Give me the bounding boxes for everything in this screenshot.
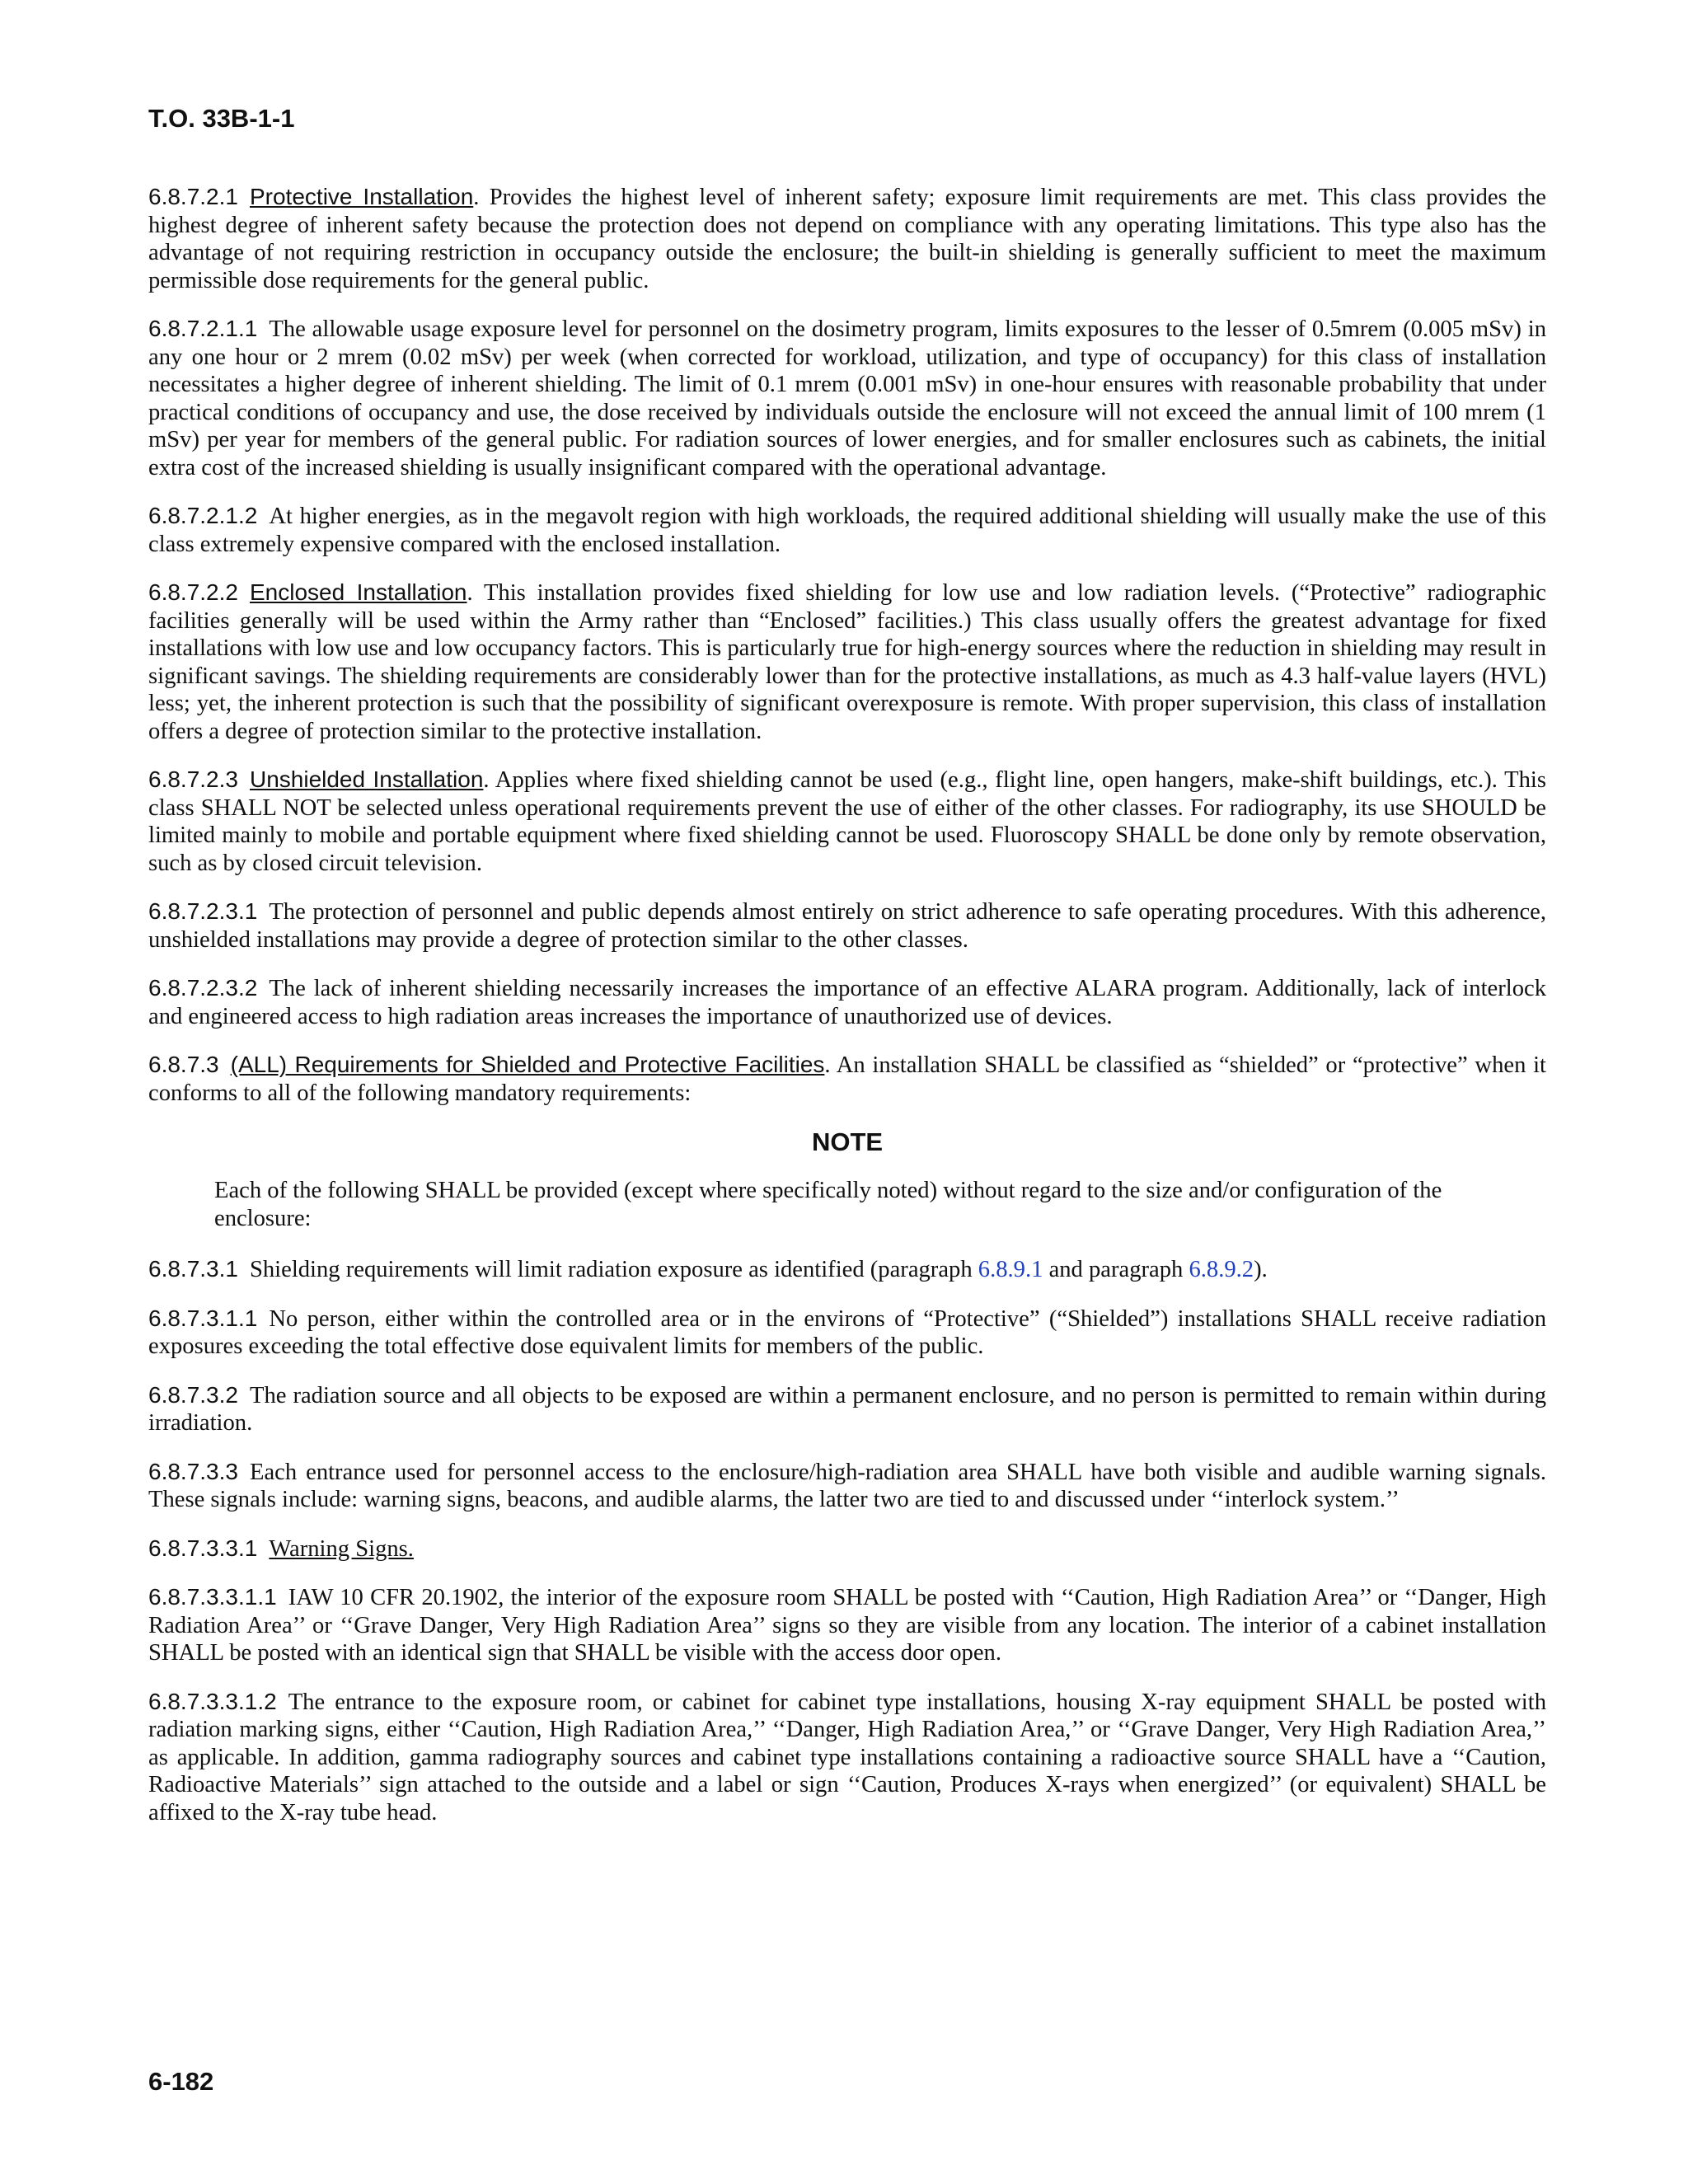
paragraph-heading: (ALL) Requirements for Shielded and Protective Facilities	[230, 1052, 825, 1077]
paragraph-text: Each entrance used for personnel access to the enclosure/high-radiation area SHALL have both visible and audible warning signals. These signals include: warning signs, beacons, and audible alarms, the latter two are tied to and discussed under ‘‘interlock system.’’	[148, 1459, 1546, 1512]
paragraph-number: 6.8.7.2.1.1	[148, 316, 258, 341]
paragraph-heading: Unshielded Installation	[249, 766, 484, 792]
paragraph-heading: Warning Signs.	[269, 1535, 414, 1562]
paragraph-6-8-7-2-1-1	[148, 315, 1546, 481]
paragraph-number: 6.8.7.3	[148, 1052, 219, 1077]
paragraph-text: No person, either within the controlled area or in the environs of “Protective” (“Shielded”) installations SHALL receive radiation exposures exceeding the total effective dose equivalent limits for members of the public.	[148, 1305, 1546, 1359]
paragraph-number: 6.8.7.3.3.1	[148, 1535, 258, 1561]
document-id-header: T.O. 33B-1-1	[148, 104, 295, 133]
paragraph-text: The protection of personnel and public depends almost entirely on strict adherence to safe operating procedures. With this adherence, unshielded installations may provide a degree of protection similar to the other classes.	[148, 899, 1546, 953]
page-number-footer: 6-182	[148, 2067, 214, 2096]
paragraph-heading: Protective Installation	[249, 184, 474, 209]
paragraph-6-8-7-2-1	[148, 183, 1546, 294]
paragraph-6-8-7-3-2	[148, 1381, 1546, 1437]
paragraph-text: Shielding requirements will limit radiation exposure as identified (paragraph	[249, 1257, 978, 1282]
paragraph-link-6-8-9-2[interactable]: 6.8.9.2	[1189, 1257, 1254, 1282]
paragraph-6-8-7-2-3-1	[148, 898, 1546, 954]
paragraph-text: The allowable usage exposure level for personnel on the dosimetry program, limits exposures to the lesser of 0.5mrem (0.005 mSv) in any one hour or 2 mrem (0.02 mSv) per week (when corrected for workload, utilization, and type of occupancy) for this class of installation necessitates a higher degree of inherent shielding. The limit of 0.1 mrem (0.001 mSv) in one-hour ensures with reasonable probability that under practical conditions of occupancy and use, the dose received by individuals outside the enclosure will not exceed the annual limit of 100 mrem (1 mSv) per year for members of the general public. For radiation sources of lower energies, and for smaller enclosures such as cabinets, the initial extra cost of the increased shielding is usually insignificant compared with the operational advantage.	[148, 316, 1546, 480]
paragraph-6-8-7-2-1-2	[148, 502, 1546, 558]
paragraph-6-8-7-3-3	[148, 1458, 1546, 1514]
paragraph-text: The radiation source and all objects to be exposed are within a permanent enclosure, and no person is permitted to remain within during irradiation.	[148, 1382, 1546, 1436]
paragraph-number: 6.8.7.3.1.1	[148, 1305, 258, 1331]
document-body	[148, 183, 1546, 1847]
paragraph-link-6-8-9-1[interactable]: 6.8.9.1	[978, 1257, 1043, 1282]
paragraph-text: . Applies where fixed shielding cannot be used (e.g., flight line, open hangers, make-shift buildings, etc.). This class SHALL NOT be selected unless operational requirements prevent the use of either of the other classes. For radiography, its use SHOULD be limited mainly to mobile and portable equipment where fixed shielding cannot be used. Fluoroscopy SHALL be done only by remote observation, such as by closed circuit television.	[148, 767, 1546, 876]
paragraph-number: 6.8.7.3.3.1.2	[148, 1688, 277, 1714]
note-title: NOTE	[811, 1127, 884, 1156]
paragraph-6-8-7-3-1	[148, 1255, 1546, 1284]
paragraph-number: 6.8.7.2.1.2	[148, 503, 258, 528]
paragraph-text: . Provides the highest level of inherent safety; exposure limit requirements are met. This class provides the highest degree of inherent safety because the protection does not depend on compliance with any operating limitations. This type also has the advantage of not requiring restriction in occupancy outside the enclosure; the built-in shielding is generally sufficient to meet the maximum permissible dose requirements for the general public.	[148, 185, 1546, 293]
paragraph-6-8-7-3-3-1-1	[148, 1583, 1546, 1667]
paragraph-number: 6.8.7.2.3.2	[148, 975, 258, 1001]
paragraph-6-8-7-3-3-1-2	[148, 1688, 1546, 1827]
paragraph-number: 6.8.7.3.1	[148, 1256, 238, 1282]
paragraph-text: IAW 10 CFR 20.1902, the interior of the exposure room SHALL be posted with ‘‘Caution, High Radiation Area’’ or ‘‘Danger, High Radiation Area’’ or ‘‘Grave Danger, Very High Radiation Area’’ signs so they are visible from any location. The interior of a cabinet installation SHALL be posted with an identical sign that SHALL be visible with the access door open.	[148, 1585, 1546, 1666]
paragraph-number: 6.8.7.3.3.1.1	[148, 1584, 277, 1610]
paragraph-text: At higher energies, as in the megavolt region with high workloads, the required additional shielding will usually make the use of this class extremely expensive compared with the enclosed installation.	[148, 504, 1546, 557]
document-page	[148, 0, 1546, 2184]
paragraph-number: 6.8.7.3.2	[148, 1381, 238, 1408]
paragraph-text: . This installation provides fixed shielding for low use and low radiation levels. (“Protective” radiographic facilities generally will be used within the Army rather than “Enclosed” facilities.) This class usually offers the greatest advantage for fixed installations with low use and low occupancy factors. This is particularly true for high-energy sources where the reduction in shielding may result in significant savings. The shielding requirements are considerably lower than for the protective installations, as much as 4.3 half-value layers (HVL) less; yet, the inherent protection is such that the possibility of significant overexposure is remote. With proper supervision, this class of installation offers a degree of protection similar to the protective installation.	[148, 580, 1546, 744]
paragraph-6-8-7-2-3-2	[148, 974, 1546, 1030]
paragraph-number: 6.8.7.2.3.1	[148, 898, 258, 924]
paragraph-6-8-7-3-1-1	[148, 1305, 1546, 1361]
paragraph-6-8-7-2-3	[148, 766, 1546, 877]
paragraph-text: ).	[1254, 1257, 1268, 1282]
paragraph-6-8-7-2-2	[148, 579, 1546, 745]
paragraph-text: The lack of inherent shielding necessarily increases the importance of an effective ALARA program. Additionally, lack of interlock and engineered access to high radiation areas increases the importance of unauthorized use of devices.	[148, 976, 1546, 1029]
paragraph-text: The entrance to the exposure room, or cabinet for cabinet type installations, housing X-ray equipment SHALL be posted with radiation marking signs, either ‘‘Caution, High Radiation Area,’’ ‘‘Danger, High Radiation Area,’’ or ‘‘Grave Danger, Very High Radiation Area,’’ as applicable. In addition, gamma radiography sources and cabinet type installations containing a radioactive source SHALL have a ‘‘Caution, Radioactive Materials’’ sign attached to the outside and a label or sign ‘‘Caution, Produces X-rays when energized’’ (or equivalent) SHALL be affixed to the X-ray tube head.	[148, 1689, 1546, 1825]
paragraph-text: and paragraph	[1043, 1257, 1189, 1282]
paragraph-heading: Enclosed Installation	[249, 579, 467, 605]
paragraph-number: 6.8.7.3.3	[148, 1458, 238, 1484]
paragraph-number: 6.8.7.2.1	[148, 184, 238, 209]
paragraph-6-8-7-3	[148, 1051, 1546, 1107]
paragraph-text: . An installation SHALL be classified as “shielded” or “protective” when it conforms to all of the following mandatory requirements:	[148, 1052, 1546, 1106]
paragraph-number: 6.8.7.2.2	[148, 579, 238, 605]
note-text: Each of the following SHALL be provided (except where specifically noted) without regard to the size and/or configuration of the enclosure:	[214, 1178, 1442, 1231]
paragraph-number: 6.8.7.2.3	[148, 766, 238, 792]
paragraph-6-8-7-3-3-1	[148, 1535, 1546, 1563]
